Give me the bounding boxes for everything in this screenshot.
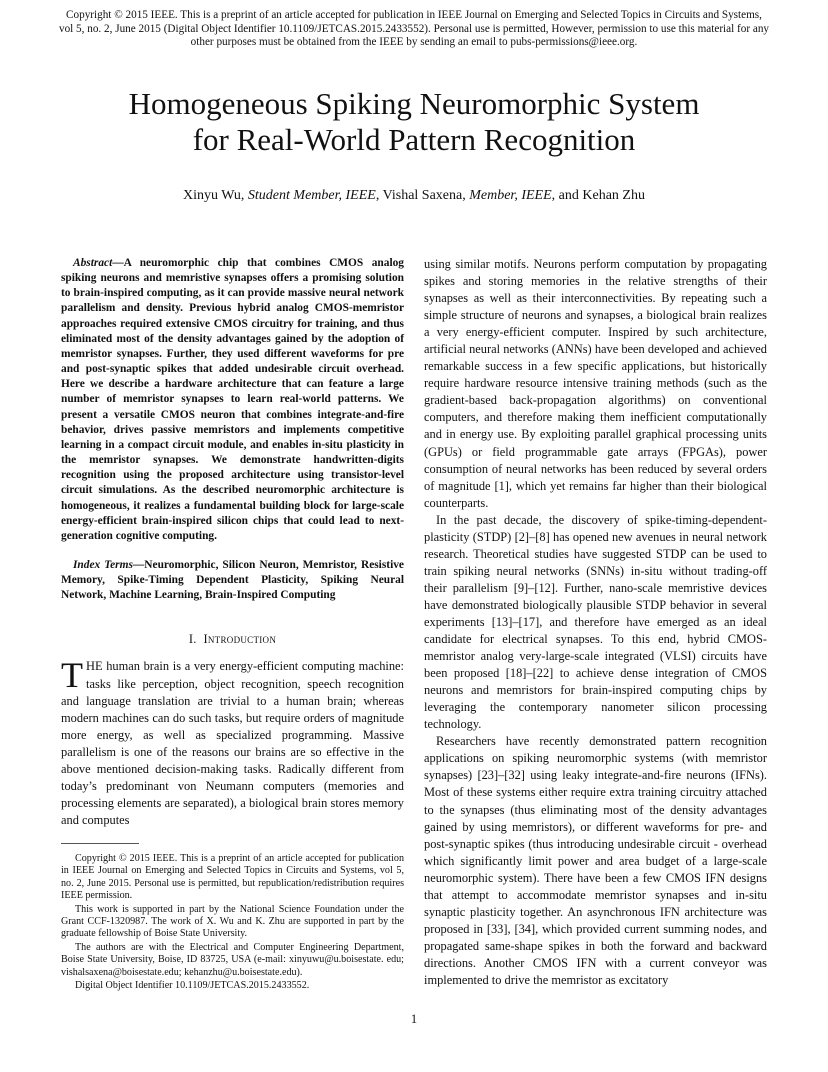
- left-column: [61, 256, 404, 829]
- footnotes: [61, 853, 404, 993]
- footnote: This work is supported in part by the National Science Foundation under the Grant CCF-1320987. The work of X. Wu and K. Zhu are supported in part by the graduate fellowship of Boise State University.: [61, 903, 404, 940]
- title-line-1: Homogeneous Spiking Neuromorphic System: [128, 86, 700, 121]
- author-name: Xinyu Wu: [183, 188, 241, 203]
- abstract-text: A neuromorphic chip that combines CMOS analog spiking neurons and memristive synapses offers a promising solution to brain-inspired computing, as it can provide massive neural network parallelism and density. Previous hybrid analog CMOS-memristor approaches required extensive CMOS circuitry for training, and thus eliminated most of the density advantages gained by the adoption of memristor synapses. Further, they used different waveforms for pre and post-synaptic spikes that added undesirable circuit overhead. Here we describe a hardware architecture that can feature a large number of memristor synapses to learn real-world patterns. We present a versatile CMOS neuron that combines integrate-and-fire behavior, drives passive memristors and implements competitive learning in a compact circuit module, and enables in-situ plasticity in the memristor synapses. We demonstrate handwritten-digits recognition using the proposed architecture using transistor-level circuit simulations. As the described neuromorphic architecture is homogeneous, it realizes a fundamental building block for large-scale energy-efficient brain-inspired silicon chips that could lead to next-generation cognitive computing.: [61, 257, 404, 542]
- body-paragraph: In the past decade, the discovery of spike-timing-dependent-plasticity (STDP) [2]–[8] has opened new avenues in neural network research. Theoretical studies have suggested STDP can be used to train spiking neural networks (SNNs) in-situ without trading-off their parallelism [9]–[12]. Further, nano-scale memristive devices have demonstrated biologically plausible STDP behavior in several experiments [13]–[17], and therefore have emerged as an ideal candidate for electrical synapses. To this end, hybrid CMOS-memristor analog very-large-scale integrated (VLSI) circuits have been proposed [18]–[22] to achieve dense integration of CMOS neurons and memristors for brain-inspired computing chips by leveraging the contemporary nanometer silicon processing technology.: [424, 512, 767, 732]
- author-list: Xinyu Wu, Student Member, IEEE, Vishal Saxena, Member, IEEE, and Kehan Zhu: [183, 188, 645, 203]
- index-terms-text: Neuromorphic, Silicon Neuron, Memristor, Resistive Memory, Spike-Timing Dependent Plasticity, Spiking Neural Network, Machine Learning, Brain-Inspired Computing: [61, 558, 404, 602]
- footnote: The authors are with the Electrical and Computer Engineering Department, Boise State University, Boise, ID 83725, USA (e-mail: xinyuwu@u.boisestate. edu; vishalsaxena@boisestate.edu; kehanzhu@u.boisestate.edu).: [61, 941, 404, 978]
- page-number: 1: [410, 1012, 418, 1026]
- paper-title: [40, 86, 788, 158]
- right-column: [424, 256, 767, 989]
- footnote: Digital Object Identifier 10.1109/JETCAS.2015.2433552.: [75, 980, 310, 992]
- title-line-2: for Real-World Pattern Recognition: [192, 122, 636, 157]
- section-heading: I. Introduction: [188, 632, 277, 647]
- author-name: Vishal Saxena: [382, 188, 463, 203]
- footnote: Copyright © 2015 IEEE. This is a preprint of an article accepted for publication in IEEE Journal on Emerging and Selected Topics in Circuits and Systems, vol 5, no. 2, June 2015. Personal use is permitted, but republication/redistribution requires IEEE permission.: [61, 853, 404, 902]
- abstract: Abstract—A neuromorphic chip that combines CMOS analog spiking neurons and memristive synapses offers a promising solution to brain-inspired computing, as it can provide massive neural network parallelism and density. Previous hybrid analog CMOS-memristor approaches required extensive CMOS circuitry for training, and thus eliminated most of the density advantages gained by the adoption of memristor synapses. Further, they used different waveforms for pre and post-synaptic spikes that added undesirable circuit overhead. Here we describe a hardware architecture that can feature a large number of memristor synapses to learn real-world patterns. We present a versatile CMOS neuron that combines integrate-and-fire behavior, drives passive memristors and implements competitive learning in a compact circuit module, and enables in-situ plasticity in the memristor synapses. We demonstrate handwritten-digits recognition using the proposed architecture using transistor-level circuit simulations. As the described neuromorphic architecture is homogeneous, it realizes a fundamental building block for large-scale energy-efficient brain-inspired silicon chips that could lead to next-generation cognitive computing.: [61, 257, 404, 542]
- author-role: Student Member, IEEE: [247, 188, 376, 203]
- footnote-rule: [61, 843, 139, 844]
- author-name: Kehan Zhu: [582, 188, 645, 203]
- copyright-notice: Copyright © 2015 IEEE. This is a preprint of an article accepted for publication in IEEE Journal on Emerging and Selected Topics in Circuits and Systems, vol 5, no. 2, June 2015 (Digital Object Identifier 10.1109/JETCAS.2015.2433552). Personal use is permitted, However, permission to use this material for any other purposes must be obtained from the IEEE by sending an email to pubs-permissions@ieee.org.: [58, 9, 770, 49]
- index-terms: Index Terms—Neuromorphic, Silicon Neuron, Memristor, Resistive Memory, Spike-Timing Dependent Plasticity, Spiking Neural Network, Machine Learning, Brain-Inspired Computing: [61, 558, 404, 602]
- drop-cap: T: [61, 655, 83, 696]
- body-paragraph: using similar motifs. Neurons perform computation by propagating spikes and storing memories in the relative strengths of their synapses as well as their interconnectivities. By repeating such a simple structure of neurons and synapses, a biological brain realizes a very energy-efficient computer. Inspired by such architecture, artificial neural networks (ANNs) have been developed and achieved remarkable success in a few specific applications, but historically require hardware resource intensive training methods (such as the gradient-based back-propagation algorithms) on conventional computers, and therefore making them inefficient computationally and in energy use. By exploiting parallel graphical processing units (GPUs) or field programmable gate arrays (FPGAs), power consumption of neural networks has been reduced by several orders of magnitude [1], which yet remains far higher than their biological counterparts.: [424, 257, 767, 510]
- author-role: Member, IEEE: [469, 188, 552, 203]
- intro-paragraph: THE human brain is a very energy-efficient computing machine: tasks like perception, object recognition, speech recognition and language translation are trivial to a human brain; whereas modern machines can do such tasks, but require orders of magnitude more energy, as well as specialized programming. Massive parallelism is one of the reasons our brains are so effective in the above mentioned decision-making tasks. Radically different from today’s predominant von Neumann computers (memories and processing elements are separated), a biological brain stores memory and computes: [61, 655, 404, 827]
- body-paragraph: Researchers have recently demonstrated pattern recognition applications on spiking neuromorphic systems (with memristor synapses) [23]–[32] using leaky integrate-and-fire neurons (IFNs). Most of these systems either require extra training circuitry attached to the synapses (thus eliminating most of the density advantages gained by using memristors), or different waveforms for pre- and post-synaptic spikes (thus introducing undesirable circuit - overhead which significantly limit power and area budget of a large-scale neuromorphic system). There have been a few CMOS IFN designs that attempt to accommodate memristor synapses and in-situ synaptic plasticity together. An asynchronous IFN architecture was proposed in [33], [34], which provided current summing nodes, and propagated same-shape spikes in both the forward and backward directions. Another CMOS IFN with a current conveyor was implemented to drive the memristor as excitatory: [424, 734, 767, 987]
